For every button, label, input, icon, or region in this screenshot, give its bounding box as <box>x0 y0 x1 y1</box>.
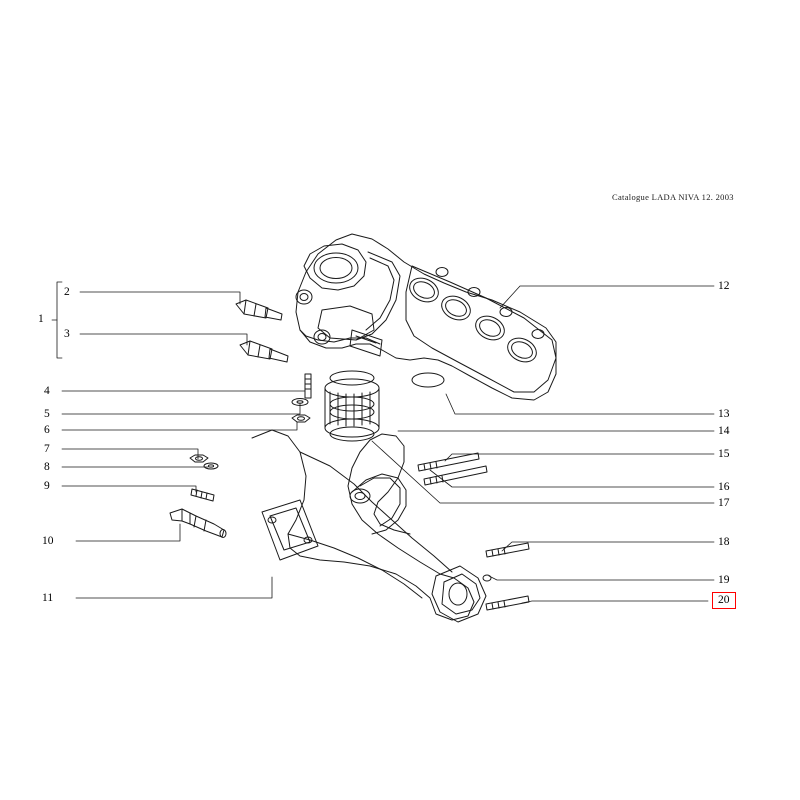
callout-6[interactable]: 6 <box>44 424 50 436</box>
callout-1[interactable]: 1 <box>38 313 44 325</box>
callout-19[interactable]: 19 <box>718 574 730 586</box>
callout-13[interactable]: 13 <box>718 408 730 420</box>
exhaust-manifold-assembly <box>252 430 491 622</box>
callout-3[interactable]: 3 <box>64 328 70 340</box>
callout-4[interactable]: 4 <box>44 385 50 397</box>
callout-10[interactable]: 10 <box>42 535 54 547</box>
callout-16[interactable]: 16 <box>718 481 730 493</box>
catalogue-note: Catalogue LADA NIVA 12. 2003 <box>612 192 734 202</box>
callout-17[interactable]: 17 <box>718 497 730 509</box>
sensor-part <box>170 509 226 538</box>
callout-15[interactable]: 15 <box>718 448 730 460</box>
callout-2[interactable]: 2 <box>64 286 70 298</box>
insulator-spacer-assembly <box>325 371 379 441</box>
callout-14[interactable]: 14 <box>718 425 730 437</box>
callout-5[interactable]: 5 <box>44 408 50 420</box>
leader-lines-left <box>52 282 305 598</box>
callout-7[interactable]: 7 <box>44 443 50 455</box>
right-fasteners-group <box>418 453 529 610</box>
callout-18[interactable]: 18 <box>718 536 730 548</box>
callout-11[interactable]: 11 <box>42 592 54 604</box>
callout-8[interactable]: 8 <box>44 461 50 473</box>
callout-12[interactable]: 12 <box>718 280 730 292</box>
callout-9[interactable]: 9 <box>44 480 50 492</box>
callout-20-highlighted[interactable]: 20 <box>712 592 736 609</box>
fasteners-group <box>190 300 311 501</box>
intake-manifold-assembly <box>296 234 556 400</box>
